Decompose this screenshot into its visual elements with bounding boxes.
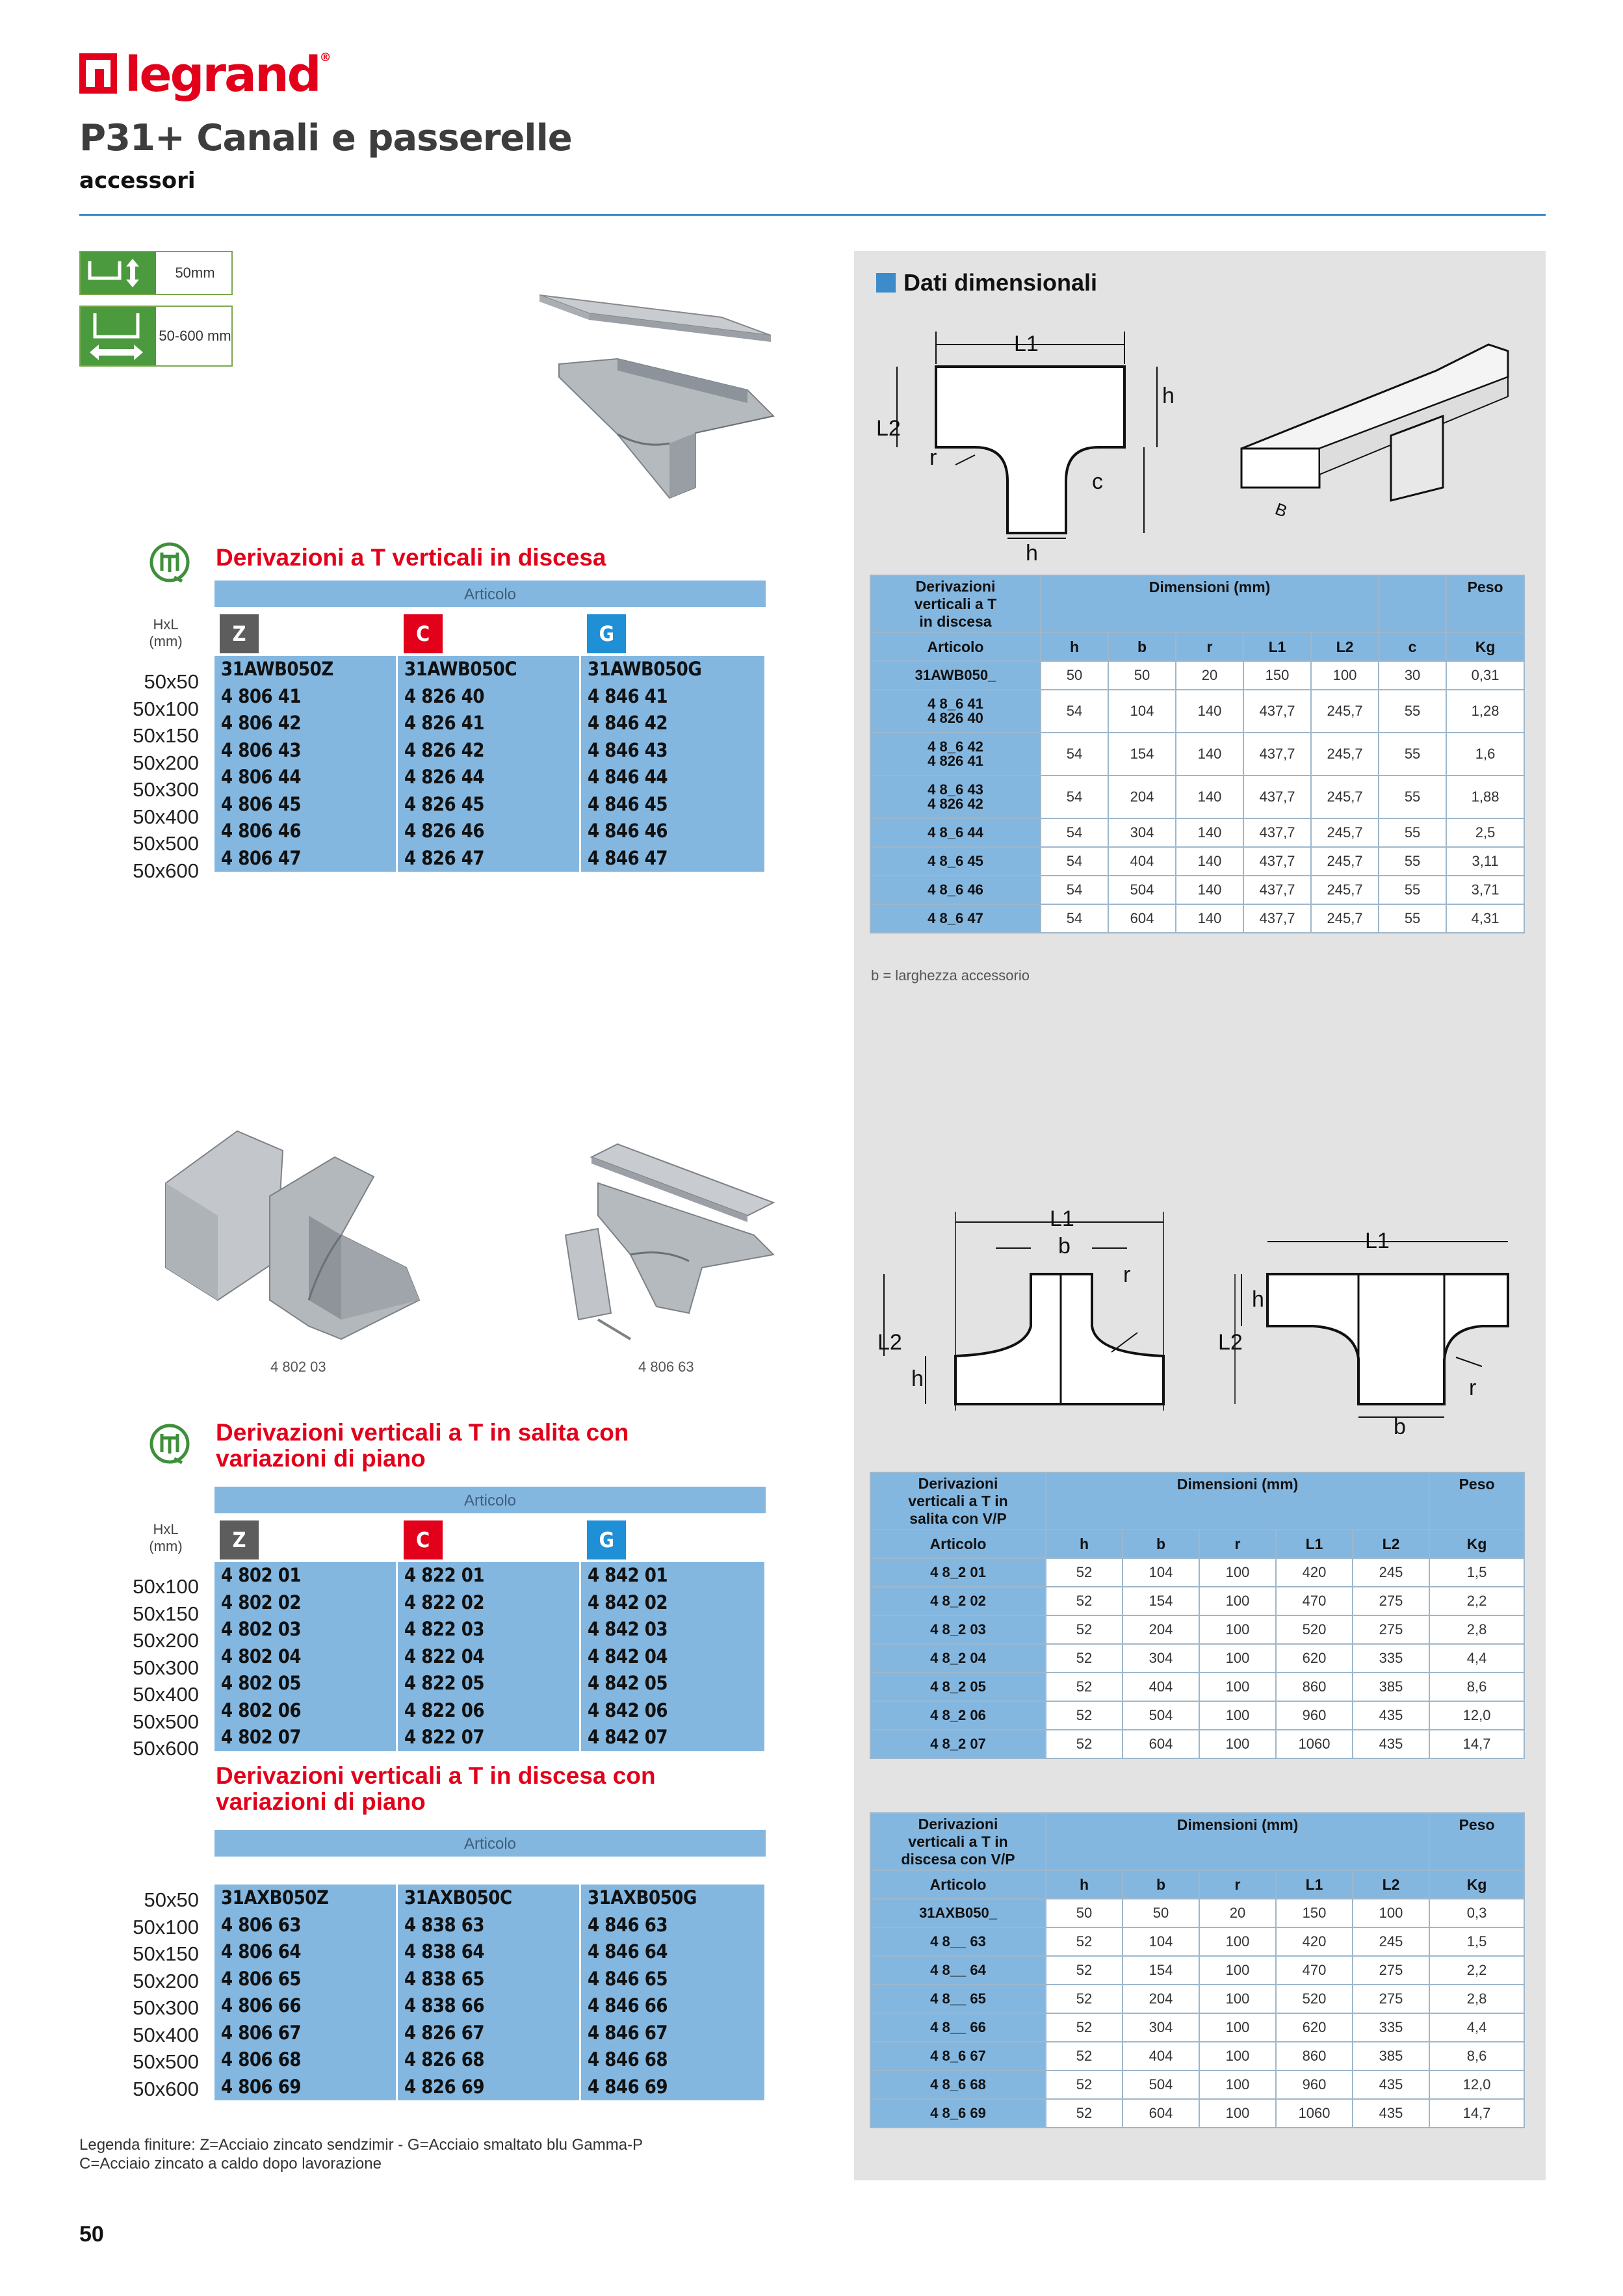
table-row: 4 8_2 05 52 404 100 860 385 8,6	[870, 1673, 1524, 1701]
svg-text:c: c	[1092, 469, 1103, 494]
product-name: Derivazioni verticali a T in discesa con V/P	[870, 1813, 1046, 1870]
size-column: 50x50 50x100 50x150 50x200 50x300 50x400 50x500 50x600	[133, 670, 199, 882]
width-badge-label: 50-600 mm	[159, 328, 231, 344]
table-note: b = larghezza accessorio	[871, 967, 1030, 984]
finish-c-icon: C	[404, 614, 443, 653]
table-row: 4 806 41 4 826 40 4 846 41	[214, 683, 766, 711]
height-badge	[79, 251, 233, 295]
table-row: 4 802 04 4 822 04 4 842 04	[214, 1643, 766, 1671]
svg-text:h: h	[1162, 384, 1175, 408]
table-row: 4 8_6 69 52 604 100 1060 435 14,7	[870, 2099, 1524, 2128]
table-row: 4 802 01 4 822 01 4 842 01	[214, 1562, 766, 1589]
height-icon	[81, 252, 156, 294]
svg-text:r: r	[929, 445, 937, 470]
section-title: Derivazioni verticali a T in discesa con variazioni di piano	[216, 1762, 656, 1815]
product-name: Derivazioni verticali a T in salita con V/P	[870, 1472, 1046, 1530]
section-title: Derivazioni verticali a T in salita con variazioni di piano	[216, 1419, 629, 1472]
finish-z-icon: Z	[220, 614, 259, 653]
product-name: Derivazioni verticali a T in discesa	[870, 575, 1041, 633]
table-row: 4 8__ 66 52 304 100 620 335 4,4	[870, 2013, 1524, 2042]
article-header: Articolo	[214, 1487, 766, 1515]
article-table	[214, 1830, 766, 2100]
article-table	[214, 1487, 766, 1751]
product-image-4-802-03	[146, 1105, 458, 1365]
table-row: 4 8__ 64 52 154 100 470 275 2,2	[870, 1956, 1524, 1985]
product-image-4-806-63	[539, 1105, 793, 1359]
dimensions-table-1: Derivazioni verticali a T in discesa Dimensioni (mm) Peso Articolo h b r L1 L2 c Kg 31AWB050_ 50 50 20 150 100 30 0,31 4 8_6 41 4 826 40 54 104 140 437,7 245,7 55 1,28 4 8_6 42 4 826 41 54 154 140 437,7 245,7 55 1,6 4 8_6 43 4 826 42 54 204 140 437,7 245,7 55 1,88 4 8_6 44 54 304 140 437,7 245,7 55 2,5 4 8_6 45 54 404 140 437,7 245,7 55 3,11 4 8_6 46 54 504 140 437,7 245,7 55 3,71 4 8_6 47 54 604 140 437,7 245,7 55 4,31	[870, 575, 1525, 933]
svg-text:B: B	[1272, 499, 1290, 521]
table-row: 4 802 05 4 822 05 4 842 05	[214, 1670, 766, 1697]
table-row: 4 8__ 63 52 104 100 420 245 1,5	[870, 1927, 1524, 1956]
table-row: 4 8_6 43 4 826 42 54 204 140 437,7 245,7 55 1,88	[870, 776, 1524, 818]
size-column: 50x50 50x100 50x150 50x200 50x300 50x400 50x500 50x600	[133, 1888, 199, 2100]
table-row: 4 8_2 02 52 154 100 470 275 2,2	[870, 1587, 1524, 1615]
section-title: Derivazioni a T verticali in discesa	[216, 544, 606, 571]
photo-caption: 4 802 03	[270, 1359, 326, 1375]
table-row: 4 8_6 45 54 404 140 437,7 245,7 55 3,11	[870, 847, 1524, 876]
dimensions-table-3: Derivazioni verticali a T in discesa con V/P Dimensioni (mm) Peso Articolo h b r L1 L2 Kg 31AXB050_ 50 50 20 150 100 0,3 4 8__ 63 52 104 100 420 245 1,5 4 8__ 64 52 154 100 470 275 2,2 4 8__ 65 52 204 100 520 275 2,8 4 8__ 66 52 304 100 620 335 4,4 4 8_6 67 52 404 100 860 385 8,6 4 8_6 68 52 504 100 960 435 12,0 4 8_6 69 52 604 100 1060 435 14,7	[870, 1812, 1525, 2128]
table-row: 4 806 46 4 826 46 4 846 46	[214, 818, 766, 845]
table-row: 4 8_6 67 52 404 100 860 385 8,6	[870, 2042, 1524, 2070]
product-image-t-discesa	[533, 273, 786, 527]
svg-text:L2: L2	[876, 416, 901, 441]
table-row: 31AXB050_ 50 50 20 150 100 0,3	[870, 1899, 1524, 1927]
header-divider	[79, 214, 1546, 216]
table-row: 4 8_2 03 52 204 100 520 275 2,8	[870, 1615, 1524, 1644]
table-row: 4 8_2 07 52 604 100 1060 435 14,7	[870, 1730, 1524, 1758]
certification-icon	[148, 541, 191, 584]
dimensions-table-2: Derivazioni verticali a T in salita con V/P Dimensioni (mm) Peso Articolo h b r L1 L2 Kg 4 8_2 01 52 104 100 420 245 1,5 4 8_2 02 52 154 100 470 275 2,2 4 8_2 03 52 204 100 520 275 2,8 4 8_2 04 52 304 100 620 335 4,4 4 8_2 05 52 404 100 860 385 8,6 4 8_2 06 52 504 100 960 435 12,0 4 8_2 07 52 604 100 1060 435 14,7	[870, 1472, 1525, 1759]
page-title: P31+ Canali e passerelle	[79, 117, 572, 159]
legrand-logo	[79, 47, 331, 107]
table-row: 4 8_6 44 54 304 140 437,7 245,7 55 2,5	[870, 818, 1524, 847]
table-row: 4 806 68 4 826 68 4 846 68	[214, 2046, 766, 2074]
finish-row	[214, 1515, 766, 1562]
article-table	[214, 581, 766, 872]
svg-text:h: h	[1026, 541, 1038, 566]
svg-text:L2: L2	[1218, 1330, 1243, 1355]
page-number: 50	[79, 2222, 104, 2247]
table-row: 4 8_2 01 52 104 100 420 245 1,5	[870, 1558, 1524, 1587]
height-badge-label: 50mm	[175, 265, 215, 281]
table-row: 4 802 02 4 822 02 4 842 02	[214, 1589, 766, 1617]
table-row: 4 806 63 4 838 63 4 846 63	[214, 1912, 766, 1939]
table-row: 4 806 64 4 838 64 4 846 64	[214, 1938, 766, 1966]
table-row: 4 8_6 42 4 826 41 54 154 140 437,7 245,7 55 1,6	[870, 733, 1524, 776]
table-row: 4 802 07 4 822 07 4 842 07	[214, 1724, 766, 1751]
finish-z-icon: Z	[220, 1520, 259, 1559]
svg-text:h: h	[1252, 1287, 1264, 1312]
finish-c-icon: C	[404, 1520, 443, 1559]
width-badge	[79, 306, 233, 367]
finish-legend: Legenda finiture: Z=Acciaio zincato sendzimir - G=Acciaio smaltato blu Gamma-P C=Acciaio zincato a caldo dopo lavorazione	[79, 2136, 643, 2172]
svg-text:L1: L1	[1014, 332, 1039, 356]
finish-g-icon: G	[587, 1520, 626, 1559]
svg-text:L2: L2	[877, 1330, 902, 1355]
table-row: 31AWB050_ 50 50 20 150 100 30 0,31	[870, 661, 1524, 690]
table-row: 31AXB050Z 31AXB050C 31AXB050G	[214, 1885, 766, 1912]
table-row: 4 8_2 06 52 504 100 960 435 12,0	[870, 1701, 1524, 1730]
table-row: 31AWB050Z 31AWB050C 31AWB050G	[214, 656, 766, 683]
size-column: 50x100 50x150 50x200 50x300 50x400 50x500 50x600	[133, 1575, 199, 1760]
legrand-logo-icon	[79, 53, 117, 94]
table-row: 4 806 67 4 826 67 4 846 67	[214, 2020, 766, 2047]
width-icon	[81, 307, 156, 365]
article-header: Articolo	[214, 581, 766, 609]
photo-caption: 4 806 63	[638, 1359, 694, 1375]
article-header: Articolo	[214, 1830, 766, 1859]
table-row: 4 8_6 46 54 504 140 437,7 245,7 55 3,71	[870, 876, 1524, 904]
table-row: 4 8_2 04 52 304 100 620 335 4,4	[870, 1644, 1524, 1673]
table-row: 4 8_6 47 54 604 140 437,7 245,7 55 4,31	[870, 904, 1524, 933]
hxl-label: HxL (mm)	[149, 1521, 183, 1554]
svg-text:h: h	[911, 1366, 924, 1391]
svg-text:b: b	[1058, 1234, 1071, 1259]
svg-text:b: b	[1394, 1415, 1406, 1437]
table-row: 4 802 03 4 822 03 4 842 03	[214, 1616, 766, 1643]
dimension-diagram-1	[871, 319, 1534, 566]
dimension-diagram-2-3	[871, 1203, 1534, 1437]
table-row: 4 8_6 41 4 826 40 54 104 140 437,7 245,7 55 1,28	[870, 690, 1524, 733]
brand-name: legrand®	[125, 47, 331, 103]
page-subtitle: accessori	[79, 168, 196, 194]
svg-text:L1: L1	[1365, 1229, 1390, 1253]
table-row: 4 806 47 4 826 47 4 846 47	[214, 845, 766, 872]
svg-text:r: r	[1469, 1376, 1477, 1400]
table-row: 4 806 66 4 838 66 4 846 66	[214, 1992, 766, 2020]
finish-row	[214, 609, 766, 656]
panel-title: Dati dimensionali	[876, 269, 1097, 296]
certification-icon	[148, 1422, 191, 1465]
table-row: 4 806 43 4 826 42 4 846 43	[214, 737, 766, 764]
finish-g-icon: G	[587, 614, 626, 653]
table-row: 4 806 45 4 826 45 4 846 45	[214, 791, 766, 818]
table-row: 4 806 44 4 826 44 4 846 44	[214, 764, 766, 791]
svg-text:L1: L1	[1050, 1207, 1074, 1231]
table-row: 4 806 65 4 838 65 4 846 65	[214, 1966, 766, 1993]
table-row: 4 8_6 68 52 504 100 960 435 12,0	[870, 2070, 1524, 2099]
table-row: 4 806 69 4 826 69 4 846 69	[214, 2074, 766, 2101]
table-row: 4 806 42 4 826 41 4 846 42	[214, 710, 766, 737]
svg-text:r: r	[1123, 1262, 1131, 1287]
table-row: 4 802 06 4 822 06 4 842 06	[214, 1697, 766, 1725]
hxl-label: HxL (mm)	[149, 616, 183, 649]
table-row: 4 8__ 65 52 204 100 520 275 2,8	[870, 1985, 1524, 2013]
